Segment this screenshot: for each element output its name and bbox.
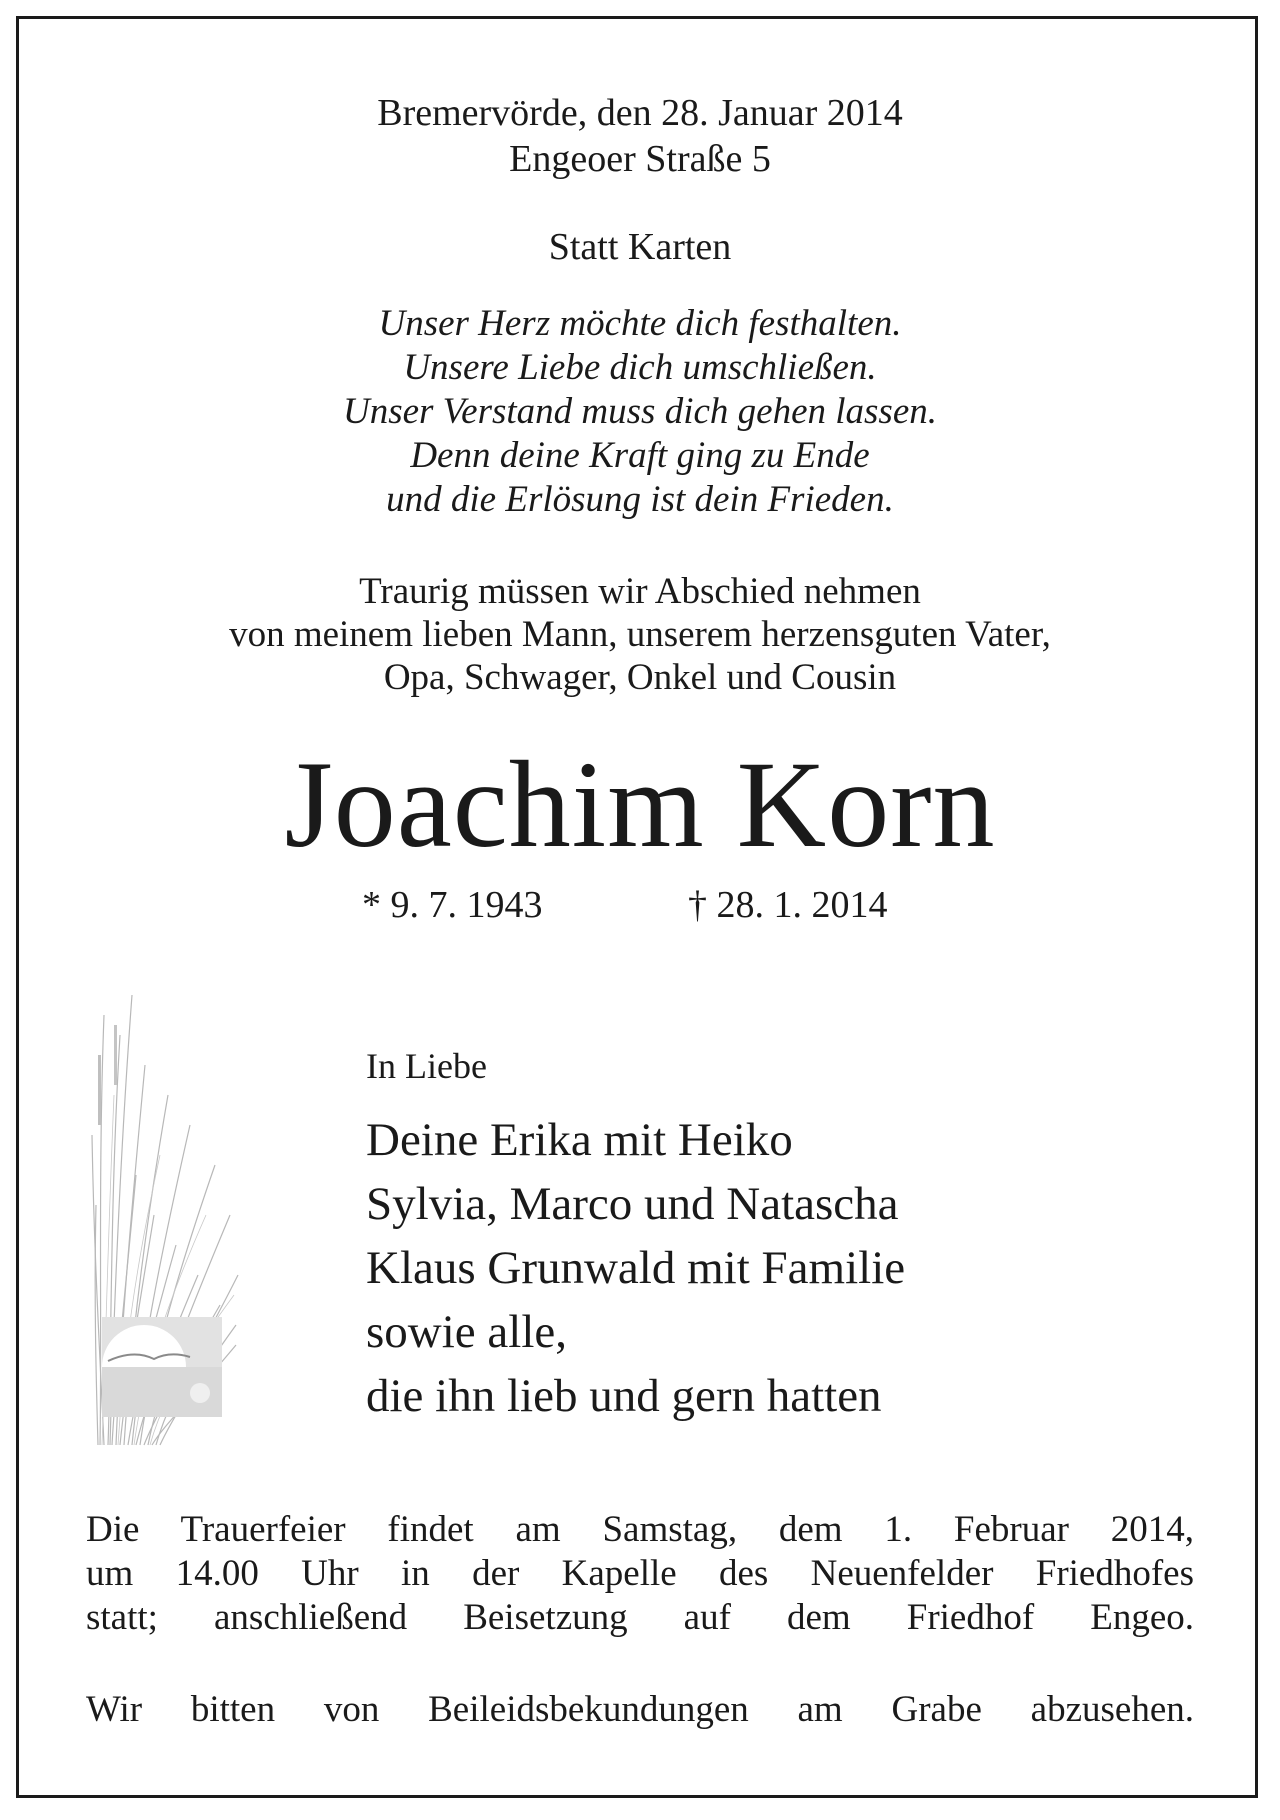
intro-line: Traurig müssen wir Abschied nehmen [359, 571, 921, 612]
signer-line: Klaus Grunwald mit Familie [366, 1242, 906, 1294]
closing-note: Wir bitten von Beileidsbekundungen am Grabe abzusehen. [86, 1689, 1194, 1730]
poem [0, 302, 1280, 522]
signer-line: sowie alle, [366, 1306, 567, 1358]
place-date: Bremervörde, den 28. Januar 2014 [377, 92, 903, 134]
deceased-name: Joachim Korn [284, 736, 996, 873]
poem-line: Unser Herz möchte dich festhalten. [378, 303, 902, 344]
service-line: Die Trauerfeier findet am Samstag, dem 1. Februar 2014, [86, 1509, 1194, 1550]
intro-line: Opa, Schwager, Onkel und Cousin [383, 657, 897, 698]
poem-line: Unsere Liebe dich umschließen. [403, 347, 877, 388]
signer-line: die ihn lieb und gern hatten [366, 1370, 882, 1422]
birth-date: * 9. 7. 1943 [362, 884, 543, 926]
intro-line: von meinem lieben Mann, unserem herzensguten Vater, [229, 614, 1051, 655]
address: Engeoer Straße 5 [509, 138, 771, 180]
death-date: † 28. 1. 2014 [688, 884, 888, 926]
in-liebe: In Liebe [366, 1046, 487, 1086]
statt-karten: Statt Karten [548, 226, 732, 268]
grass-and-sunset-icon [90, 975, 240, 1455]
service-line: um 14.00 Uhr in der Kapelle des Neuenfelder Friedhofes [86, 1553, 1194, 1594]
poem-line: und die Erlösung ist dein Frieden. [386, 479, 894, 520]
poem-line: Unser Verstand muss dich gehen lassen. [342, 391, 937, 432]
signers [366, 1108, 905, 1428]
signer-line: Sylvia, Marco und Natascha [366, 1178, 899, 1230]
header [0, 90, 1280, 182]
intro-text [0, 570, 1280, 699]
funeral-service-info [86, 1508, 1194, 1640]
service-line: statt; anschließend Beisetzung auf dem Friedhof Engeo. [86, 1597, 1194, 1638]
poem-line: Denn deine Kraft ging zu Ende [410, 435, 870, 476]
signer-line: Deine Erika mit Heiko [366, 1114, 793, 1166]
